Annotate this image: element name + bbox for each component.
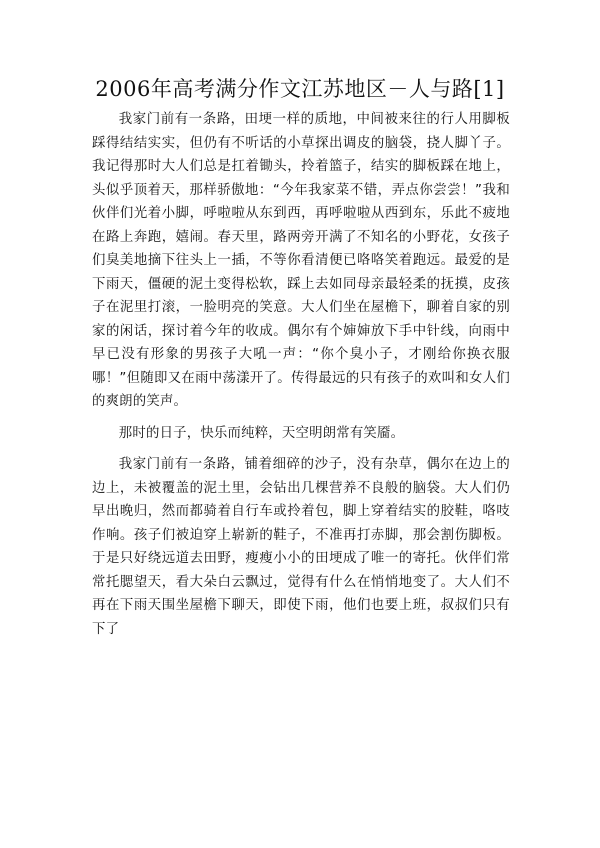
paragraph-2: 那时的日子，快乐而纯粹，天空明朗常有笑靥。	[118, 425, 405, 441]
paragraph-3: 我家门前有一条路，铺着细碎的沙子，没有杂草，偶尔在边上的边上，未被覆盖的泥土里，会钻出几棵营养不良般的脑袋。大人们仍早出晚归，然而都骑着自行车或拎着包，脚上穿着结实的胶鞋，咯吱作响。孩子们被迫穿上崭新的鞋子，不准再打赤脚，那会割伤脚板。于是只好绕远道去田野，瘦瘦小小的田埂成了唯一的寄托。伙伴们常常托腮望天，看大朵白云飘过，觉得有什么在悄悄地变了。大人们不再在下雨天围坐屋檐下聊天，即使下雨，他们也要上班，叔叔们只有下了	[92, 457, 510, 637]
document-body	[92, 108, 510, 641]
document-title: 2006年高考满分作文江苏地区－人与路[1]	[95, 77, 505, 101]
paragraph-1: 我家门前有一条路，田埂一样的质地，中间被来往的行人用脚板踩得结结实实，但仍有不听话的小草探出调皮的脑袋，挠人脚丫子。我记得那时大人们总是扛着锄头，拎着篮子，结实的脚板踩在地上，头似乎顶着天，那样骄傲地：“今年我家菜不错，弄点你尝尝！”我和伙伴们光着小脚，呼啦啦从东到西，再呼啦啦从西到东，乐此不疲地在路上奔跑，嬉闹。春天里，路两旁开满了不知名的小野花，女孩子们臭美地摘下往头上一插，不等你看清便已咯咯笑着跑远。最爱的是下雨天，僵硬的泥土变得松软，踩上去如同母亲最轻柔的抚摸，皮孩子在泥里打滚，一脸明亮的笑意。大人们坐在屋檐下，聊着自家的别家的闲话，探讨着今年的收成。偶尔有个婶婶放下手中针线，向雨中早已没有形象的男孩子大吼一声：“你个臭小子，才刚给你换衣服哪！”但随即又在雨中荡漾开了。传得最远的只有孩子的欢叫和女人们的爽朗的笑声。	[92, 112, 510, 409]
